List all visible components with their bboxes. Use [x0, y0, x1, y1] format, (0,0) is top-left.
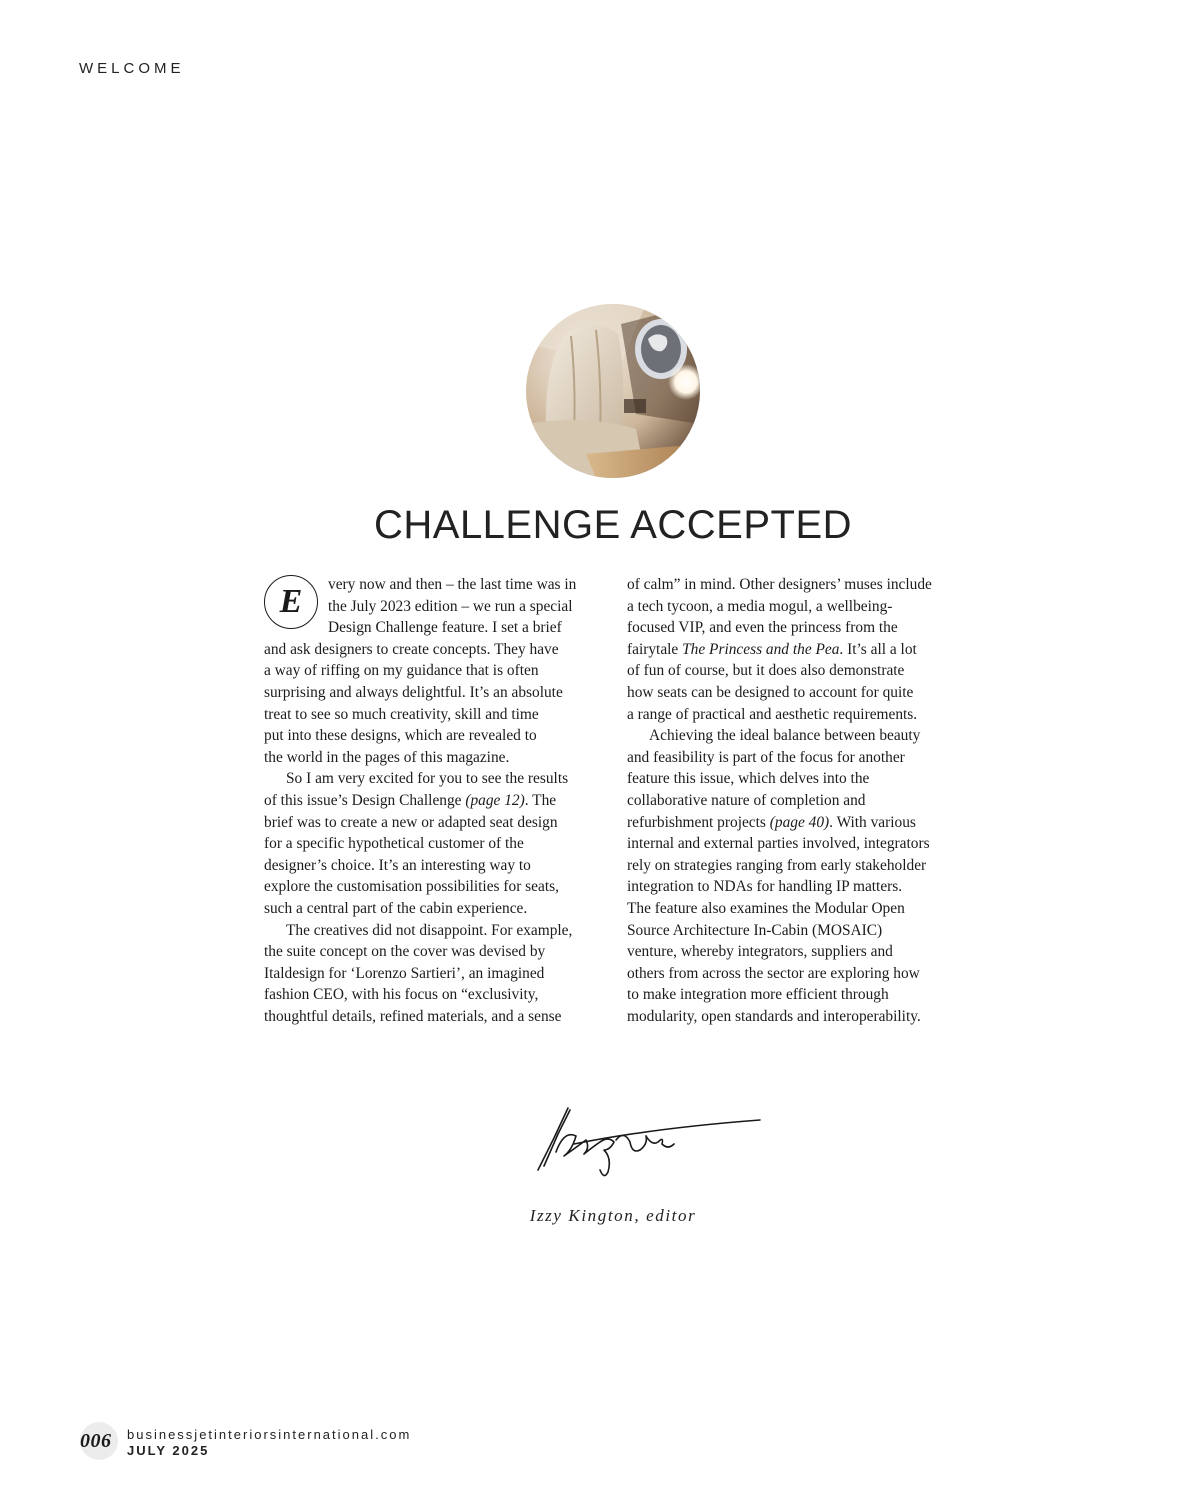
text-line — [627, 812, 967, 834]
text-line — [627, 639, 967, 661]
text-line: Italdesign for ‘Lorenzo Sartieri’, an imagined — [264, 964, 545, 982]
cabin-seat-photo — [526, 304, 700, 478]
drop-cap: E — [264, 575, 318, 629]
text-line: a way of riffing on my guidance that is often — [264, 662, 539, 680]
article-column-left — [264, 574, 604, 1027]
text-line: others from across the sector are exploring how — [627, 964, 920, 982]
text-line: and ask designers to create concepts. They have — [264, 640, 559, 658]
text-line: feature this issue, which delves into the — [627, 770, 870, 788]
text-run: . The — [524, 791, 557, 809]
text-line: such a central part of the cabin experience. — [264, 899, 528, 917]
text-line: The feature also examines the Modular Open — [627, 899, 905, 917]
text-line: of fun of course, but it does also demonstrate — [627, 662, 905, 680]
text-line: explore the customisation possibilities for seats, — [264, 878, 559, 896]
text-line — [264, 790, 604, 812]
section-label: WELCOME — [79, 60, 185, 77]
page-reference: (page 40) — [769, 813, 830, 831]
text-line: The creatives did not disappoint. For example, — [286, 921, 573, 939]
text-line: venture, whereby integrators, suppliers and — [627, 943, 893, 961]
text-line: very now and then – the last time was in — [328, 576, 577, 593]
editor-sign-off: Izzy Kington, editor — [529, 1206, 697, 1225]
text-line: a tech tycoon, a media mogul, a wellbeing- — [627, 597, 893, 615]
text-line: Achieving the ideal balance between beauty — [649, 727, 921, 745]
text-line: integration to NDAs for handling IP matters. — [627, 878, 903, 896]
text-run: . With various — [829, 813, 916, 831]
text-line: put into these designs, which are revealed to — [264, 727, 537, 745]
text-line: to make integration more efficient through — [627, 986, 889, 1004]
text-line: of calm” in mind. Other designers’ muses include — [627, 576, 932, 593]
text-line: the suite concept on the cover was devised by — [264, 943, 546, 961]
editor-signature — [534, 1100, 774, 1185]
text-line: the July 2023 edition – we run a special — [328, 597, 573, 615]
text-line: treat to see so much creativity, skill and time — [264, 705, 539, 723]
text-line: modularity, open standards and interoperability. — [627, 1007, 921, 1025]
text-line: focused VIP, and even the princess from the — [627, 619, 898, 637]
page-number: 006 — [80, 1430, 112, 1452]
text-line: rely on strategies ranging from early stakeholder — [627, 856, 927, 874]
page-reference: (page 12) — [465, 791, 525, 809]
text-run: of this issue’s Design Challenge — [264, 791, 466, 809]
text-run: refurbishment projects — [627, 813, 770, 831]
article-column-right — [627, 574, 967, 1027]
book-title: The Princess and the Pea — [682, 640, 840, 658]
text-line: and feasibility is part of the focus for another — [627, 748, 905, 766]
text-run: fairytale — [627, 640, 683, 658]
text-line: for a specific hypothetical customer of the — [264, 835, 524, 853]
website-url[interactable]: businessjetinteriorsinternational.com — [127, 1427, 412, 1442]
text-line: how seats can be designed to account for quite — [627, 683, 914, 701]
text-run: . It’s all a lot — [839, 640, 917, 658]
text-line: surprising and always delightful. It’s an absolute — [264, 683, 563, 701]
text-line: Design Challenge feature. I set a brief — [328, 619, 562, 637]
text-line: Source Architecture In-Cabin (MOSAIC) — [627, 921, 883, 939]
text-line: designer’s choice. It’s an interesting way to — [264, 856, 531, 874]
text-line: collaborative nature of completion and — [627, 791, 866, 809]
text-line: fashion CEO, with his focus on “exclusivity, — [264, 986, 539, 1004]
article-title: CHALLENGE ACCEPTED — [373, 503, 853, 547]
text-line: So I am very excited for you to see the results — [286, 770, 569, 788]
text-line: the world in the pages of this magazine. — [264, 748, 510, 766]
text-line: thoughtful details, refined materials, and a sense — [264, 1007, 562, 1025]
issue-date: JULY 2025 — [127, 1443, 210, 1458]
text-line: a range of practical and aesthetic requirements. — [627, 705, 918, 723]
text-line: brief was to create a new or adapted seat design — [264, 813, 558, 831]
text-line: internal and external parties involved, integrators — [627, 835, 930, 853]
